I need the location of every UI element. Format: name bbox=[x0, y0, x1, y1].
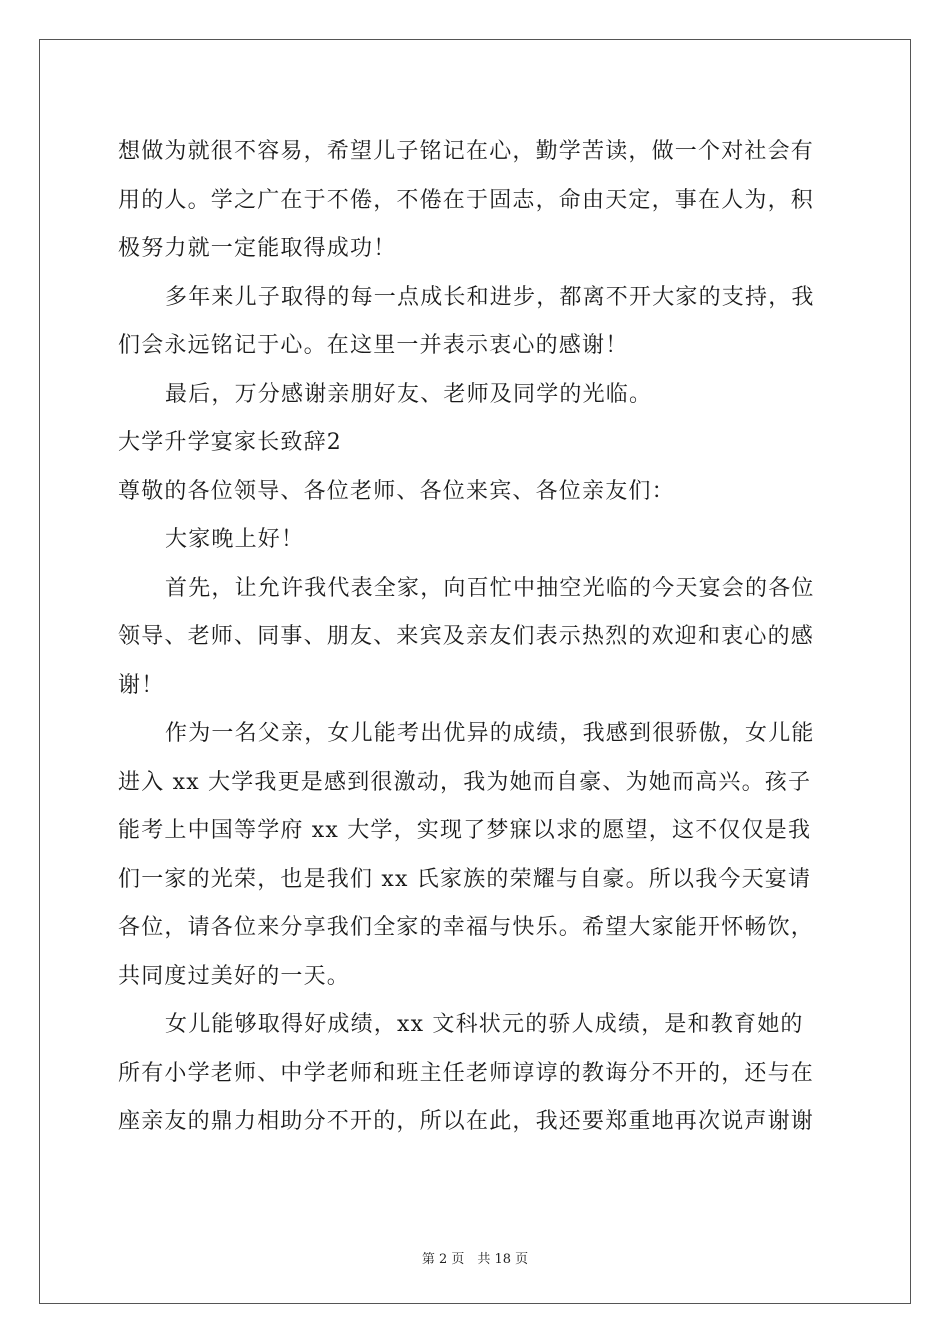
text-line: 大家晚上好！ bbox=[165, 527, 305, 552]
text-line: 谢！ bbox=[118, 672, 165, 698]
text-line: 能考上中国等学府 xx 大学，实现了梦寐以求的愿望，这不仅仅是我 bbox=[118, 818, 812, 843]
text-line: 女儿能够取得好成绩，xx 文科状元的骄人成绩，是和教育她的 bbox=[165, 1012, 804, 1037]
text-line: 极努力就一定能取得成功！ bbox=[118, 236, 397, 261]
text-line: 们会永远铭记于心。在这里一并表示衷心的感谢！ bbox=[118, 333, 629, 358]
text-line: 座亲友的鼎力相助分不开的，所以在此，我还要郑重地再次说声谢谢 bbox=[118, 1109, 815, 1134]
text-line: 首先，让允许我代表全家，向百忙中抽空光临的今天宴会的各位 bbox=[165, 575, 815, 601]
text-line: 大学升学宴家长致辞2 bbox=[118, 430, 342, 455]
text-line: 作为一名父亲，女儿能考出优异的成绩，我感到很骄傲，女儿能 bbox=[165, 721, 815, 746]
document-body bbox=[118, 128, 834, 1147]
text-line: 领导、老师、同事、朋友、来宾及亲友们表示热烈的欢迎和衷心的感 bbox=[118, 624, 815, 649]
page-number-footer: 第 2 页 共 18 页 bbox=[421, 1252, 529, 1267]
text-line: 各位，请各位来分享我们全家的幸福与快乐。希望大家能开怀畅饮， bbox=[118, 915, 815, 940]
text-line: 多年来儿子取得的每一点成长和进步，都离不开大家的支持，我 bbox=[165, 284, 815, 310]
text-line: 所有小学老师、中学老师和班主任老师谆谆的教诲分不开的，还与在 bbox=[118, 1060, 815, 1086]
text-line: 最后，万分感谢亲朋好友、老师及同学的光临。 bbox=[165, 381, 653, 407]
text-line: 进入 xx 大学我更是感到很激动，我为她而自豪、为她而高兴。孩子 bbox=[118, 769, 812, 795]
text-line: 想做为就很不容易，希望儿子铭记在心，勤学苦读，做一个对社会有 bbox=[118, 139, 815, 164]
text-line: 共同度过美好的一天。 bbox=[118, 963, 351, 989]
text-line: 们一家的光荣，也是我们 xx 氏家族的荣耀与自豪。所以我今天宴请 bbox=[118, 866, 812, 892]
text-line: 用的人。学之广在于不倦，不倦在于固志，命由天定，事在人为，积 bbox=[118, 187, 815, 213]
text-line: 尊敬的各位领导、各位老师、各位来宾、各位亲友们： bbox=[118, 478, 675, 504]
